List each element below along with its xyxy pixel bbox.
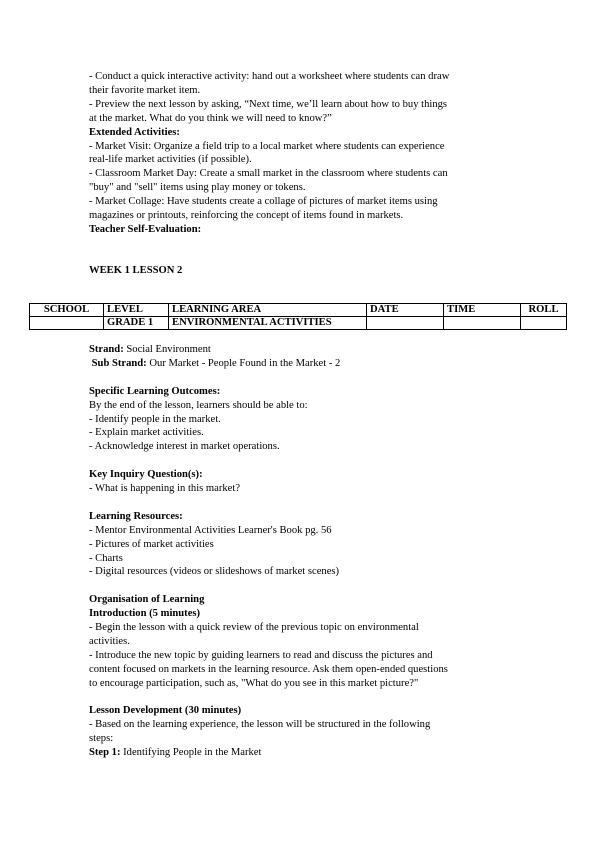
cell-date — [367, 317, 444, 330]
list-item: - Mentor Environmental Activities Learner's Book pg. 56 — [89, 524, 332, 536]
header-roll: ROLL — [521, 304, 567, 317]
cell-level: GRADE 1 — [104, 317, 169, 330]
cell-time — [444, 317, 521, 330]
header-learning-area: LEARNING AREA — [169, 304, 367, 317]
step-text: Identifying People in the Market — [123, 747, 262, 759]
development-heading: Lesson Development (30 minutes) — [89, 705, 242, 717]
text-line: - Market Collage: Have students create a collage of pictures of market items using — [89, 196, 438, 208]
header-date: DATE — [367, 304, 444, 317]
table-header-row — [30, 304, 567, 317]
text-line: - Preview the next lesson by asking, “Next time, we’ll learn about how to buy things — [89, 98, 448, 110]
text-line: at the market. What do you think we will need to know?” — [89, 112, 332, 124]
organisation-heading: Organisation of Learning — [89, 594, 205, 606]
text-line: their favorite market item. — [89, 84, 201, 96]
list-item: - Pictures of market activities — [89, 538, 214, 550]
cell-learning-area: ENVIRONMENTAL ACTIVITIES — [169, 317, 367, 330]
text-line: "buy" and "sell" items using play money or tokens. — [89, 182, 306, 194]
header-level: LEVEL — [104, 304, 169, 317]
step-line — [89, 746, 509, 760]
week-heading: WEEK 1 LESSON 2 — [89, 265, 183, 276]
text-line: content focused on markets in the learning resource. Ask them open-ended questions — [89, 663, 448, 675]
header-time: TIME — [444, 304, 521, 317]
text-line: to encourage participation, such as, "What do you see in this market picture?" — [89, 677, 419, 689]
outcomes-heading: Specific Learning Outcomes: — [89, 385, 221, 397]
text-line: - Introduce the new topic by guiding learners to read and discuss the pictures and — [89, 649, 433, 661]
text-line: steps: — [89, 733, 114, 745]
list-item: - Charts — [89, 552, 123, 564]
text-line: activities. — [89, 635, 130, 647]
lesson-info-table — [29, 303, 567, 330]
introduction-heading: Introduction (5 minutes) — [89, 608, 201, 620]
list-item: - What is happening in this market? — [89, 483, 241, 495]
text-line: - Market Visit: Organize a field trip to a local market where students can experience — [89, 140, 445, 152]
sub-strand-label: Sub Strand: — [91, 357, 147, 369]
list-item: - Acknowledge interest in market operations. — [89, 441, 280, 453]
list-item: - Digital resources (videos or slideshows of market scenes) — [89, 566, 340, 578]
step-label: Step 1: — [89, 747, 121, 759]
sub-strand-line — [89, 357, 509, 371]
lesson-body — [89, 343, 509, 760]
text-line: - Classroom Market Day: Create a small market in the classroom where students can — [89, 168, 448, 180]
text-line: - Based on the learning experience, the lesson will be structured in the following — [89, 719, 431, 731]
cell-roll — [521, 317, 567, 330]
strand-label: Strand: — [89, 344, 124, 355]
text-line: magazines or printouts, reinforcing the concept of items found in markets. — [89, 210, 404, 222]
list-item: - Explain market activities. — [89, 427, 204, 439]
outcomes-intro: By the end of the lesson, learners should be able to: — [89, 399, 308, 411]
header-school: SCHOOL — [30, 304, 104, 317]
text-line: real-life market activities (if possible). — [89, 154, 252, 166]
extended-activities-heading: Extended Activities: — [89, 126, 180, 138]
self-evaluation-heading: Teacher Self-Evaluation: — [89, 223, 202, 235]
resources-heading: Learning Resources: — [89, 510, 183, 522]
text-line: - Begin the lesson with a quick review of the previous topic on environmental — [89, 622, 419, 634]
cell-school — [30, 317, 104, 330]
strand-line — [89, 343, 509, 357]
list-item: - Identify people in the market. — [89, 413, 221, 425]
table-row — [30, 317, 567, 330]
sub-strand-value: Our Market - People Found in the Market - 2 — [149, 357, 341, 369]
text-line: - Conduct a quick interactive activity: hand out a worksheet where students can draw — [89, 71, 450, 82]
previous-lesson-text — [89, 70, 509, 237]
inquiry-heading: Key Inquiry Question(s): — [89, 469, 203, 481]
strand-value: Social Environment — [126, 344, 211, 355]
